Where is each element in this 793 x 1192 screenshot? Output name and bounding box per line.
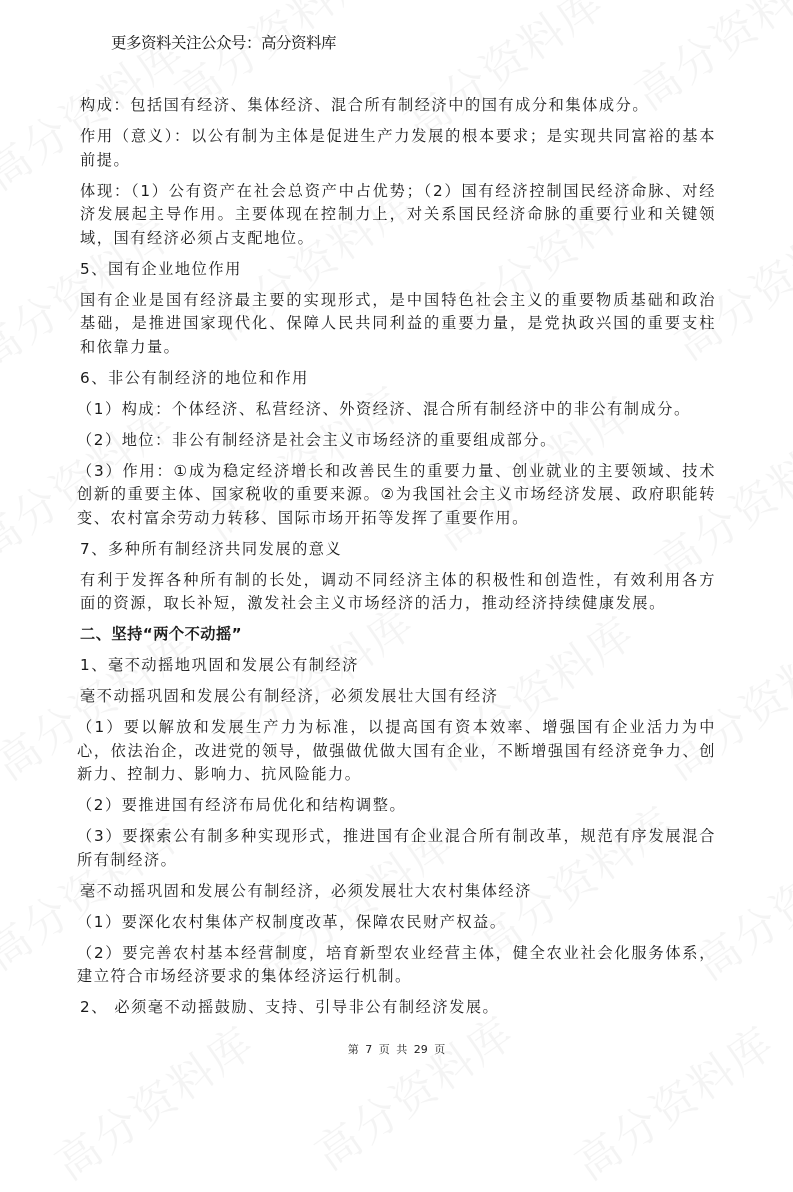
subsection-heading-2: 2、 必须毫不动摇鼓励、支持、引导非公有制经济发展。 (80, 998, 500, 1016)
list-item: （1）要以解放和发展生产力为标准，以提高国有资本效率、增强国有企业活力为中心，依法治企，改进党的领导，做强做优做大国有企业，不断增强国有经济竞争力、创新力、控制力、影响力、抗风险能力。 (77, 718, 716, 783)
list-item: （2）要完善农村基本经营制度，培育新型农业经营主体，健全农业社会化服务体系，建立符合市场经济要求的集体经济运行机制。 (77, 943, 716, 985)
list-item: （2）要推进国有经济布局优化和结构调整。 (77, 796, 407, 814)
section-heading-6: 6、非公有制经济的地位和作用 (80, 368, 309, 387)
list-item: （3）作用：①成为稳定经济增长和改善民生的重要力量、创业就业的主要领域、技术创新的重要主体、国家税收的重要来源。②为我国社会主义市场经济发展、政府职能转变、农村富余劳动力转移、国际市场开拓等发挥了重要作用。 (77, 461, 716, 527)
chapter-heading-two: 二、坚持“两个不动摇” (80, 625, 243, 643)
paragraph-significance: 有利于发挥各种所有制的长处，调动不同经济主体的积极性和创造性，有效利用各方面的资源，取长补短，激发社会主义市场经济的活力，推动经济持续健康发展。 (80, 570, 716, 612)
paragraph-composition: 构成：包括国有经济、集体经济、混合所有制经济中的国有成分和集体成分。 (80, 96, 650, 114)
list-item: （2）地位：非公有制经济是社会主义市场经济的重要组成部分。 (77, 430, 557, 449)
paragraph-role: 作用（意义）：以公有制为主体是促进生产力发展的根本要求；是实现共同富裕的基本前提。 (80, 127, 716, 169)
section-heading-7: 7、多种所有制经济共同发展的意义 (80, 539, 343, 558)
paragraph-collective-economy: 毫不动摇巩固和发展公有制经济，必须发展壮大农村集体经济 (80, 881, 532, 900)
page-number-footer: 第 7 页 共 29 页 (347, 1043, 446, 1056)
section-heading-5: 5、国有企业地位作用 (80, 259, 242, 278)
subsection-heading-1: 1、毫不动摇地巩固和发展公有制经济 (80, 656, 360, 674)
list-item: （1）构成：个体经济、私营经济、外资经济、混合所有制经济中的非公有制成分。 (77, 399, 691, 418)
list-item: （3）要探索公有制多种实现形式，推进国有企业混合所有制改革，规范有序发展混合所有制经济。 (77, 827, 716, 869)
paragraph-state-economy: 毫不动摇巩固和发展公有制经济，必须发展壮大国有经济 (80, 687, 499, 705)
paragraph-manifestation: 体现：（1）公有资产在社会总资产中占优势；（2）国有经济控制国民经济命脉、对经济发展起主导作用。主要体现在控制力上，对关系国民经济命脉的重要行业和关键领域，国有经济必须占支配地位。 (80, 181, 716, 247)
list-item: （1）要深化农村集体产权制度改革，保障农民财产权益。 (77, 912, 507, 931)
paragraph-soe-role: 国有企业是国有经济最主要的实现形式，是中国特色社会主义的重要物质基础和政治基础，是推进国家现代化、保障人民共同利益的重要力量，是党执政兴国的重要支柱和依靠力量。 (80, 290, 716, 356)
document-body (77, 94, 716, 1027)
page-header: 更多资料关注公众号：高分资料库 (111, 34, 337, 52)
